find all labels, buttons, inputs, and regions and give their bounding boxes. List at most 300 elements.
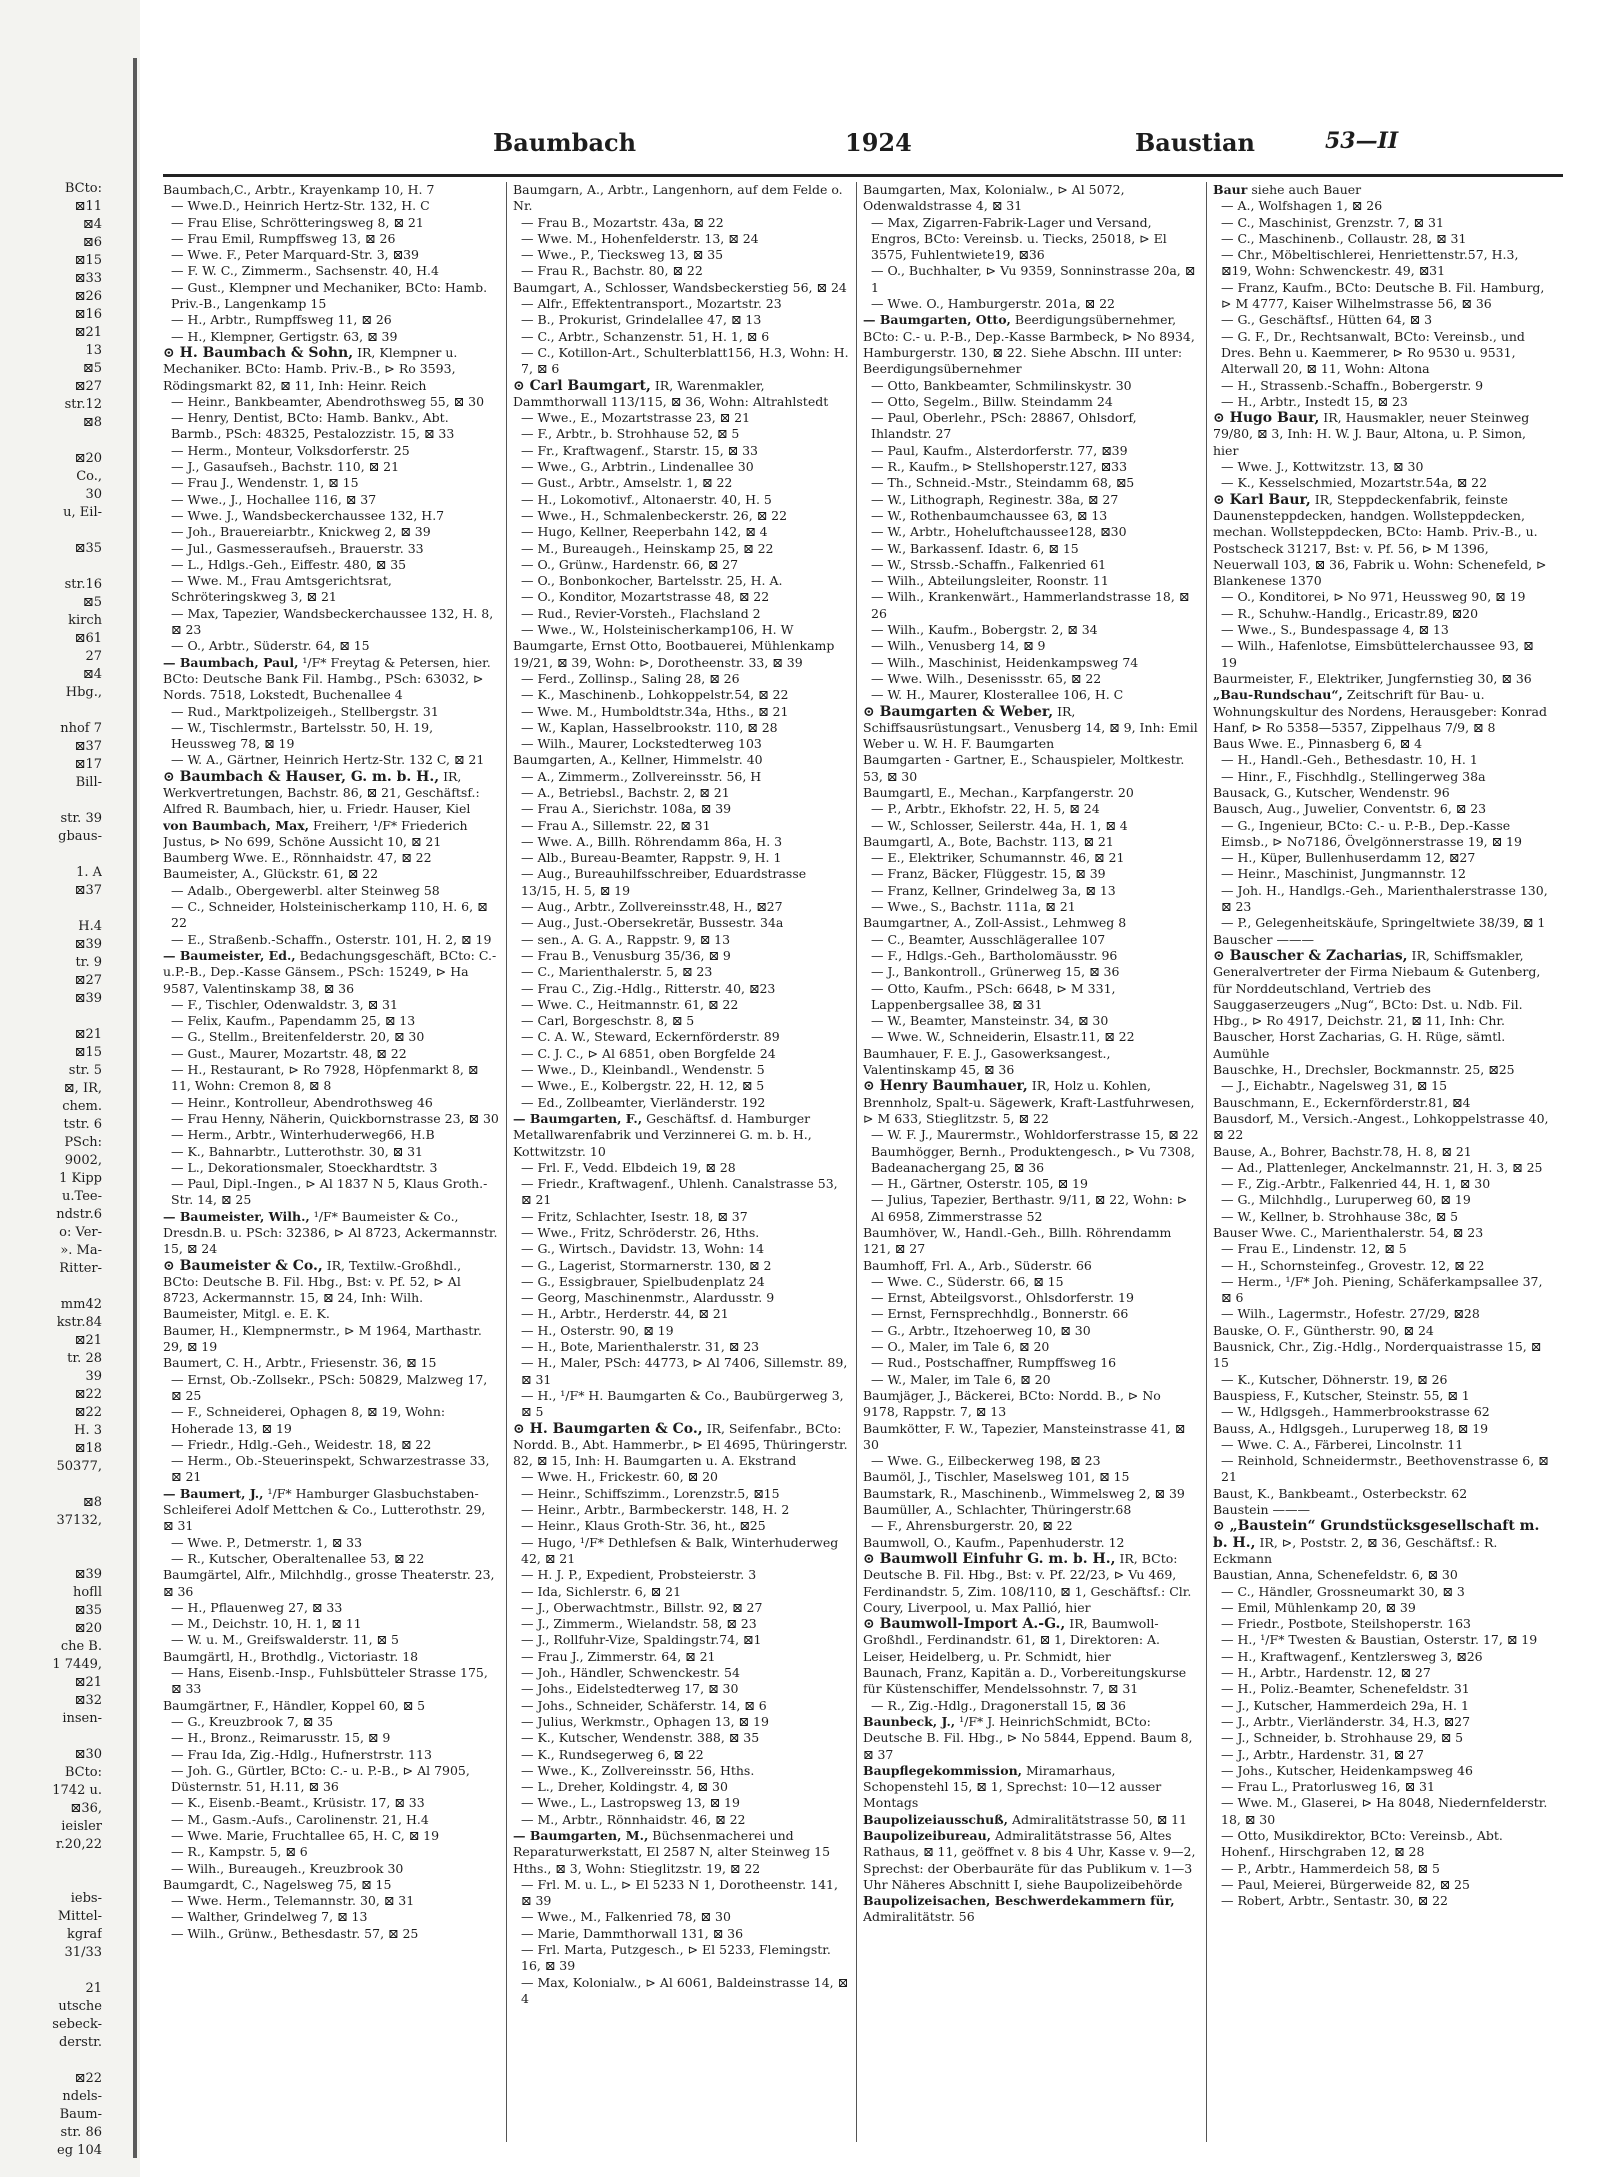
directory-entry xyxy=(863,638,1199,654)
entry-text: — Wwe. H., Frickestr. 60, ⊠ 20 xyxy=(521,1469,718,1485)
entry-name: Baupolizeisachen, Beschwerdekammern für, xyxy=(863,1893,1175,1909)
directory-entry xyxy=(513,247,849,263)
entry-text: — G., Geschäftsf., Hütten 64, ⊠ 3 xyxy=(1221,312,1433,328)
directory-entry xyxy=(163,1812,499,1828)
entry-text: Bauske, O. F., Güntherstr. 90, ⊠ 24 xyxy=(1213,1322,1434,1338)
entry-text: — Wwe. M., Hohenfelderstr. 13, ⊠ 24 xyxy=(521,230,759,246)
firm-entry xyxy=(863,1551,1199,1616)
directory-entry xyxy=(1213,1649,1549,1665)
gutter-fragment xyxy=(2,1530,102,1548)
entry-text: — W., Hdlgsgeh., Hammerbrookstrasse 62 xyxy=(1221,1404,1490,1420)
entry-text: — Frau A., Sierichstr. 108a, ⊠ 39 xyxy=(521,801,732,817)
directory-entry xyxy=(163,1437,499,1453)
entry-text: — Wwe. Marie, Fruchtallee 65, H. C, ⊠ 19 xyxy=(171,1827,440,1843)
gutter-fragment: che B. xyxy=(60,1639,102,1654)
entry-text: Baustian, Anna, Schenefeldstr. 6, ⊠ 30 xyxy=(1213,1567,1458,1583)
directory-entry xyxy=(1213,606,1549,622)
gutter-fragment xyxy=(2,1854,102,1872)
directory-entry xyxy=(163,1046,499,1062)
directory-entry xyxy=(163,1095,499,1111)
gutter-fragment xyxy=(2,900,102,918)
directory-entry xyxy=(163,638,499,654)
gutter-fragment: H. 3 xyxy=(74,1423,102,1438)
directory-entry xyxy=(863,801,1199,817)
directory-entry xyxy=(1213,638,1549,671)
directory-entry xyxy=(163,394,499,410)
directory-entry xyxy=(163,1632,499,1648)
directory-entry xyxy=(163,329,499,345)
directory-entry xyxy=(863,899,1199,915)
directory-entry xyxy=(163,263,499,279)
entry-text: — B., Prokurist, Grindelallee 47, ⊠ 13 xyxy=(521,312,762,328)
entry-text: — Wwe. G., Eilbeckerweg 198, ⊠ 23 xyxy=(871,1453,1101,1469)
gutter-fragment: ⊠4 xyxy=(82,667,102,682)
entry-text: — Aug., Bureauhilfsschreiber, Eduardstrasse 13/15, H. 5, ⊠ 19 xyxy=(521,866,807,898)
entry-text: — Hinr., F., Fischhdlg., Stellingerweg 38a xyxy=(1221,768,1486,784)
directory-entry xyxy=(513,524,849,540)
entry-text: — Paul, Oberlehr., PSch: 28867, Ohlsdorf, Ihlandstr. 27 xyxy=(871,410,1137,442)
directory-entry xyxy=(163,655,499,704)
directory-entry xyxy=(163,850,499,866)
entry-text: Baumgärtl, H., Brothdlg., Victoriastr. 18 xyxy=(163,1648,419,1664)
entry-text: — W., Rothenbaumchaussee 63, ⊠ 13 xyxy=(871,507,1108,523)
entry-text: Baumkötter, F. W., Tapezier, Mansteinstrasse 41, ⊠ 30 xyxy=(863,1420,1186,1452)
gutter-fragment: ieisler xyxy=(61,1819,102,1834)
gutter-fragment xyxy=(2,1872,102,1890)
entry-text: — H., Restaurant, ⊳ Ro 7928, Höpfenmarkt 8, ⊠ 11, Wohn: Cremon 8, ⊠ 8 xyxy=(171,1062,479,1094)
gutter-fragment: ⊠36, xyxy=(70,1801,102,1816)
directory-entry xyxy=(863,1127,1199,1143)
directory-entry xyxy=(513,704,849,720)
directory-entry xyxy=(1213,1274,1549,1307)
directory-entry xyxy=(1213,866,1549,882)
directory-entry xyxy=(1213,915,1549,931)
firm-entry xyxy=(863,1616,1199,1665)
entry-text: — L., Hdlgs.-Geh., Eiffestr. 480, ⊠ 35 xyxy=(171,556,407,572)
gutter-fragment: BCto: xyxy=(64,181,102,196)
directory-entry xyxy=(863,312,1199,377)
entry-text: — Aug., Just.-Obersekretär, Bussestr. 34a xyxy=(521,915,784,931)
entry-name: ⊙ Bauscher & Zacharias, xyxy=(1213,947,1408,964)
entry-text: — Otto, Musikdirektor, BCto: Vereinsb., Abt. Hohenf., Hirschgraben 12, ⊠ 28 xyxy=(1221,1827,1503,1860)
directory-entry xyxy=(513,785,849,801)
directory-entry xyxy=(1213,1893,1549,1909)
entry-text: Bauss, A., Hdlgsgeh., Luruperweg 18, ⊠ 19 xyxy=(1213,1420,1489,1436)
entry-text: — Wwe., K., Zollvereinsstr. 56, Hths. xyxy=(521,1762,755,1778)
directory-entry xyxy=(513,459,849,475)
gutter-fragment: utsche xyxy=(58,1999,102,2014)
directory-entry xyxy=(513,1518,849,1534)
directory-entry xyxy=(1213,1388,1549,1404)
entry-text: — H., Osterstr. 90, ⊠ 19 xyxy=(521,1322,674,1338)
entry-name: Baupolizeiausschuß, xyxy=(863,1811,1009,1827)
directory-entry xyxy=(163,1795,499,1811)
directory-entry xyxy=(1213,736,1549,752)
entry-text: — Joh. H., Handlgs.-Geh., Marienthalerstrasse 130, ⊠ 23 xyxy=(1221,882,1548,915)
entry-text: — H., Arbtr., Hardenstr. 12, ⊠ 27 xyxy=(1221,1665,1431,1681)
directory-entry xyxy=(1213,1404,1549,1420)
gutter-fragment: kirch xyxy=(68,613,102,628)
entry-name: — Baumert, J., xyxy=(163,1485,264,1501)
directory-entry xyxy=(863,850,1199,866)
directory-entry xyxy=(1213,801,1549,817)
entry-text: — Fr., Kraftwagenf., Starstr. 15, ⊠ 33 xyxy=(521,442,758,458)
directory-entry xyxy=(863,687,1199,703)
directory-entry xyxy=(513,769,849,785)
directory-entry xyxy=(513,1975,849,2008)
directory-entry xyxy=(863,1388,1199,1421)
entry-text: — H., Arbtr., Herderstr. 44, ⊠ 21 xyxy=(521,1306,729,1322)
entry-text: — Joh. G., Gürtler, BCto: C.- u. P.-B., ⊳ Al 7905, Düsternstr. 51, H.11, ⊠ 36 xyxy=(171,1762,470,1795)
entry-text: Baumhöver, W., Handl.-Geh., Billh. Röhrendamm 121, ⊠ 27 xyxy=(863,1225,1172,1257)
entry-text: — Wilh., Hafenlotse, Eimsbüttelerchaussee 93, ⊠ 19 xyxy=(1221,638,1534,670)
gutter-fragment xyxy=(2,846,102,864)
entry-text: Baumhoff, Frl. A., Arb., Süderstr. 66 xyxy=(863,1257,1092,1273)
directory-entry xyxy=(513,1160,849,1176)
entry-name: — Baumgarten, F., xyxy=(513,1110,643,1126)
directory-entry xyxy=(163,492,499,508)
entry-text: — Max, Kolonialw., ⊳ Al 6061, Baldeinstrasse 14, ⊠ 4 xyxy=(521,1974,849,2006)
entry-text: Admiralitätstr. 56 xyxy=(863,1909,975,1925)
directory-entry xyxy=(863,1046,1199,1079)
directory-entry xyxy=(513,997,849,1013)
entry-text: Bausdorf, M., Versich.-Angest., Lohkoppelstrasse 40, ⊠ 22 xyxy=(1213,1110,1549,1143)
entry-text: — Paul, Dipl.-Ingen., ⊳ Al 1837 N 5, Klaus Groth.-Str. 14, ⊠ 25 xyxy=(171,1176,488,1208)
entry-text: — Wwe. O., Hamburgerstr. 201a, ⊠ 22 xyxy=(871,296,1116,312)
directory-entry xyxy=(513,1714,849,1730)
gutter-fragment: str. 86 xyxy=(60,2125,102,2140)
gutter-fragment: Co., xyxy=(76,469,102,484)
entry-text: — G., Ingenieur, BCto: C.- u. P.-B., Dep.-Kasse Eimsb., ⊳ No7186, Övelgönnerstrasse 19, ⊠ 19 xyxy=(1221,817,1522,849)
entry-text: — Th., Schneid.-Mstr., Steindamm 68, ⊠5 xyxy=(871,475,1135,491)
gutter-fragment: derstr. xyxy=(58,2035,102,2050)
directory-entry xyxy=(163,606,499,639)
directory-entry xyxy=(513,231,849,247)
directory-entry xyxy=(513,818,849,834)
gutter-fragment: 1 Kipp xyxy=(59,1171,102,1186)
directory-entry xyxy=(1213,1095,1549,1111)
entry-text: Bausnick, Chr., Zig.-Hdlg., Norderquaistrasse 15, ⊠ 15 xyxy=(1213,1339,1542,1371)
gutter-fragment: ⊠37 xyxy=(74,883,102,898)
gutter-fragment: Hbg., xyxy=(65,685,102,700)
entry-text: — H. J. P., Expedient, Probsteierstr. 3 xyxy=(521,1567,757,1583)
directory-entry xyxy=(513,638,849,671)
entry-text: — W. A., Gärtner, Heinrich Hertz-Str. 132 C, ⊠ 21 xyxy=(171,752,485,768)
directory-entry xyxy=(863,883,1199,899)
entry-text: — Johs., Kutscher, Heidenkampsweg 46 xyxy=(1221,1762,1473,1778)
directory-entry xyxy=(163,1698,499,1714)
gutter-fragment: ⊠11 xyxy=(74,199,102,214)
directory-entry xyxy=(513,329,849,345)
directory-entry xyxy=(163,997,499,1013)
entry-text: IR, Schiffsmakler, Generalvertreter der Firma Niebaum & Gutenberg, für Norddeutschland, Vertrieb des Sauggaserzeugers „Nug“, BCto: Dst. u. Ndb. Fil. Hbg., ⊳ Ro 4917, Deichstr. 21, ⊠ 11, Inh: Chr. Bauscher, Horst Zacharias, G. H. Rüge, sämtl. Aumühle xyxy=(1213,947,1541,1061)
entry-name: ⊙ Henry Baumhauer, xyxy=(863,1078,1028,1095)
entry-text: — Otto, Bankbeamter, Schmilinskystr. 30 xyxy=(871,377,1132,393)
entry-text: — P., Gelegenheitskäufe, Springeltwiete 38/39, ⊠ 1 xyxy=(1221,915,1546,931)
directory-entry xyxy=(1213,752,1549,768)
directory-entry xyxy=(163,704,499,720)
gutter-fold-line xyxy=(133,58,137,2158)
entry-text: — Wilh., Grünw., Bethesdastr. 57, ⊠ 25 xyxy=(171,1925,419,1941)
directory-entry xyxy=(513,720,849,736)
entry-text: — Georg, Maschinenmstr., Alardusstr. 9 xyxy=(521,1290,775,1306)
directory-entry xyxy=(863,1355,1199,1371)
entry-text: — Frau Henny, Näherin, Quickbornstrasse 23, ⊠ 30 xyxy=(171,1110,499,1126)
entry-text: — Ernst, Abteilgsvorst., Ohlsdorferstr. 19 xyxy=(871,1290,1134,1306)
entry-text: — Frl. Marta, Putzgesch., ⊳ El 5233, Flemingstr. 16, ⊠ 39 xyxy=(521,1942,831,1974)
entry-text: Baumberg Wwe. E., Rönnhaidstr. 47, ⊠ 22 xyxy=(163,850,432,866)
entry-text: — Wwe. A., Billh. Röhrendamm 86a, H. 3 xyxy=(521,833,783,849)
entry-text: — K., Maschinenb., Lohkoppelstr.54, ⊠ 22 xyxy=(521,687,789,703)
entry-text: — J., Arbtr., Vierländerstr. 34, H.3, ⊠27 xyxy=(1221,1713,1471,1729)
entry-text: — Wwe. W., Schneiderin, Elsastr.11, ⊠ 22 xyxy=(871,1029,1135,1045)
entry-text: — Wwe. F., Peter Marquard-Str. 3, ⊠39 xyxy=(171,247,419,263)
entry-text: — Heinr., Maschinist, Jungmannstr. 12 xyxy=(1221,866,1466,882)
directory-entry xyxy=(863,622,1199,638)
entry-text: — Wilh., Abteilungsleiter, Roonstr. 11 xyxy=(871,573,1109,589)
entry-text: — O., Bonbonkocher, Bartelsstr. 25, H. A. xyxy=(521,573,783,589)
gutter-fragment: ⊠27 xyxy=(74,379,102,394)
directory-entry xyxy=(163,866,499,882)
directory-entry xyxy=(863,1029,1199,1045)
entry-text: — J., Bankontroll., Grünerweg 15, ⊠ 36 xyxy=(871,964,1120,980)
entry-text: — Ed., Zollbeamter, Vierländerstr. 192 xyxy=(521,1094,766,1110)
directory-entry xyxy=(863,394,1199,410)
entry-text: Büchsenmacherei und Reparaturwerkstatt, El 2587 N, alter Steinweg 15 Hths., ⊠ 3, Wohn: Stieglitzstr. 19, ⊠ 22 xyxy=(513,1827,831,1876)
directory-entry xyxy=(863,1486,1199,1502)
entry-text: — O., Arbtr., Süderstr. 64, ⊠ 15 xyxy=(171,638,370,654)
directory-entry xyxy=(513,915,849,931)
directory-entry xyxy=(513,1241,849,1257)
directory-page xyxy=(155,0,1565,2177)
directory-entry xyxy=(513,1486,849,1502)
entry-name: — Baumbach, Paul, xyxy=(163,654,299,670)
directory-entry xyxy=(513,1584,849,1600)
directory-entry xyxy=(863,932,1199,948)
directory-entry xyxy=(863,1258,1199,1274)
directory-entry xyxy=(163,1209,499,1258)
entry-name: ⊙ H. Baumgarten & Co., xyxy=(513,1420,703,1437)
entry-text: — K., Bahnarbtr., Lutterothstr. 30, ⊠ 31 xyxy=(171,1143,424,1159)
gutter-fragment xyxy=(2,1728,102,1746)
directory-entry xyxy=(163,1323,499,1356)
directory-entry xyxy=(1213,394,1549,410)
directory-entry xyxy=(163,231,499,247)
entry-text: — Wwe. M., Humboldtstr.34a, Hths., ⊠ 21 xyxy=(521,703,789,719)
entry-text: IR, Textilw.-Großhdl., BCto: Deutsche B. Fil. Hbg., Bst: v. Pf. 52, ⊳ Al 8723, Ackermannstr. 15, ⊠ 24, Inh: Wilh. Baumeister, Mitgl. e. E. K. xyxy=(163,1257,462,1322)
entry-text: — K., Kutscher, Döhnerstr. 19, ⊠ 26 xyxy=(1221,1371,1448,1387)
entry-text: Freiherr, ¹/F* Friederich Justus, ⊳ No 699, Schöne Aussicht 10, ⊠ 21 xyxy=(163,817,468,849)
entry-text: — Fritz, Schlachter, Isestr. 18, ⊠ 37 xyxy=(521,1208,748,1224)
entry-text: — Aug., Arbtr., Zollvereinsstr.48, H., ⊠27 xyxy=(521,899,783,915)
entry-text: — W., Strssb.-Schaffn., Falkenried 61 xyxy=(871,556,1107,572)
entry-name: ⊙ Karl Baur, xyxy=(1213,491,1311,508)
entry-text: — L., Dreher, Koldingstr. 4, ⊠ 30 xyxy=(521,1779,728,1795)
directory-entry xyxy=(863,1339,1199,1355)
entry-text: Baumgarten, Max, Kolonialw., ⊳ Al 5072, Odenwaldstrasse 4, ⊠ 31 xyxy=(863,182,1125,214)
directory-entry xyxy=(513,1747,849,1763)
entry-text: — F., Hdlgs.-Geh., Bartholomäusstr. 96 xyxy=(871,947,1118,963)
directory-entry xyxy=(513,508,849,524)
directory-entry xyxy=(513,1339,849,1355)
entry-text: — Wwe. C. A., Färberei, Lincolnstr. 11 xyxy=(1221,1436,1464,1452)
entry-text: — G., Lagerist, Stormarnerstr. 130, ⊠ 2 xyxy=(521,1257,772,1273)
directory-entry xyxy=(1213,1453,1549,1486)
entry-text: IR, Warenmakler, Dammthorwall 113/115, ⊠ 36, Wohn: Altrahlstedt xyxy=(513,377,829,409)
entry-text: Baumjäger, J., Bäckerei, BCto: Nordd. B., ⊳ No 9178, Rappstr. 7, ⊠ 13 xyxy=(863,1387,1161,1420)
directory-entry xyxy=(1213,1698,1549,1714)
directory-entry xyxy=(513,1355,849,1388)
entry-text: Baumgart, A., Schlosser, Wandsbeckerstieg 56, ⊠ 24 xyxy=(513,279,847,295)
directory-entry xyxy=(513,899,849,915)
entry-text: — Chr., Möbeltischlerei, Henriettenstr.57, H.3, ⊠19, Wohn: Schwenckestr. 49, ⊠31 xyxy=(1221,247,1519,279)
entry-text: — Frau J., Wendenstr. 1, ⊠ 15 xyxy=(171,475,359,491)
firm-entry xyxy=(163,345,499,394)
gutter-fragment: insen- xyxy=(62,1711,102,1726)
directory-entry xyxy=(1213,1763,1549,1779)
entry-name: Baunbeck, J., xyxy=(863,1713,956,1729)
entry-text: — P., Arbtr., Ekhofstr. 22, H. 5, ⊠ 24 xyxy=(871,801,1100,817)
entry-text: — A., Zimmerm., Zollvereinsstr. 56, H xyxy=(521,768,762,784)
directory-entry xyxy=(863,655,1199,671)
entry-text: — J., Gasaufseh., Bachstr. 110, ⊠ 21 xyxy=(171,459,400,475)
directory-entry xyxy=(513,1795,849,1811)
entry-text: — Max, Tapezier, Wandsbeckerchaussee 132, H. 8, ⊠ 23 xyxy=(171,605,494,638)
directory-entry xyxy=(1213,280,1549,313)
gutter-fragment: str. 39 xyxy=(60,811,102,826)
directory-entry xyxy=(1213,1616,1549,1632)
entry-text: — H., Bote, Marienthalerstr. 31, ⊠ 23 xyxy=(521,1339,760,1355)
directory-entry xyxy=(163,1828,499,1844)
directory-entry xyxy=(513,1877,849,1910)
entry-text: — Hans, Eisenb.-Insp., Fuhlsbütteler Strasse 175, ⊠ 33 xyxy=(171,1665,488,1697)
entry-text: — Frau Emil, Rumpffsweg 13, ⊠ 26 xyxy=(171,230,396,246)
entry-text: — Jul., Gasmesseraufseh., Brauerstr. 33 xyxy=(171,540,424,556)
directory-entry xyxy=(163,198,499,214)
firm-entry xyxy=(1213,1518,1549,1567)
directory-entry xyxy=(163,883,499,899)
entry-text: — H., Pflauenweg 27, ⊠ 33 xyxy=(171,1599,343,1615)
gutter-fragment: ⊠18 xyxy=(74,1441,102,1456)
directory-entry xyxy=(163,1486,499,1535)
entry-text: Baunach, Franz, Kapitän a. D., Vorbereitungskurse für Küstenschiffer, Mendelssohnstr. 7, ⊠ 31 xyxy=(863,1665,1187,1697)
gutter-fragment: ». Ma- xyxy=(60,1243,102,1258)
directory-entry xyxy=(863,1372,1199,1388)
gutter-fragment xyxy=(2,702,102,720)
entry-text: — K., Rundsegerweg 6, ⊠ 22 xyxy=(521,1746,704,1762)
gutter-fragment: ⊠22 xyxy=(74,1387,102,1402)
directory-entry xyxy=(863,915,1199,931)
gutter-fragment: r.20,22 xyxy=(55,1837,102,1852)
directory-entry xyxy=(163,720,499,753)
entry-text: — Gust., Maurer, Mozartstr. 48, ⊠ 22 xyxy=(171,1045,407,1061)
directory-entry xyxy=(1213,932,1549,948)
entry-text: Baumgartner, A., Zoll-Assist., Lehmweg 8 xyxy=(863,915,1127,931)
gutter-fragment: ⊠15 xyxy=(74,253,102,268)
directory-entry xyxy=(1213,1828,1549,1861)
directory-entry xyxy=(513,1942,849,1975)
directory-entry xyxy=(1213,1486,1549,1502)
directory-entry xyxy=(163,475,499,491)
directory-entry xyxy=(1213,1567,1549,1583)
entry-columns xyxy=(163,182,1563,2142)
gutter-fragment: 1 7449, xyxy=(52,1657,102,1672)
gutter-fragment: ⊠5 xyxy=(82,361,102,376)
entry-text: Baumgarn, A., Arbtr., Langenhorn, auf dem Felde o. Nr. xyxy=(513,182,843,214)
entry-text: Bause, A., Bohrer, Bachstr.78, H. 8, ⊠ 21 xyxy=(1213,1143,1472,1159)
entry-text: — F., Ahrensburgerstr. 20, ⊠ 22 xyxy=(871,1518,1073,1534)
entry-name: ⊙ Baumwoll Einfuhr G. m. b. H., xyxy=(863,1550,1116,1567)
entry-text: — W., Kellner, b. Strohhause 38c, ⊠ 5 xyxy=(1221,1208,1459,1224)
entry-text: — Rud., Revier-Vorsteh., Flachsland 2 xyxy=(521,605,761,621)
entry-text: Baumeister, A., Glückstr. 61, ⊠ 22 xyxy=(163,866,379,882)
entry-text: Bausack, G., Kutscher, Wendenstr. 96 xyxy=(1213,784,1450,800)
directory-entry xyxy=(163,1747,499,1763)
entry-text: — Wwe., W., Holsteinischerkamp106, H. W xyxy=(521,622,794,638)
entry-text: — W., Kaplan, Hasselbrookstr. 110, ⊠ 28 xyxy=(521,719,778,735)
directory-entry xyxy=(863,1714,1199,1763)
directory-entry xyxy=(863,263,1199,296)
directory-entry xyxy=(513,1730,849,1746)
entry-text: — Paul, Meierei, Bürgerweide 82, ⊠ 25 xyxy=(1221,1876,1470,1892)
entry-text: — Hugo, ¹/F* Dethlefsen & Balk, Winterhuderweg 42, ⊠ 21 xyxy=(521,1534,839,1566)
entry-text: — C., Schneider, Holsteinischerkamp 110, H. 6, ⊠ 22 xyxy=(171,899,488,931)
gutter-fragment: ⊠39 xyxy=(74,937,102,952)
directory-entry xyxy=(1213,1339,1549,1372)
directory-entry xyxy=(863,508,1199,524)
directory-entry xyxy=(513,280,849,296)
gutter-fragment: hofll xyxy=(72,1585,102,1600)
entry-text: — J., Oberwachtmstr., Billstr. 92, ⊠ 27 xyxy=(521,1599,763,1615)
directory-entry xyxy=(163,1062,499,1095)
directory-entry xyxy=(163,1551,499,1567)
entry-text: — Wilh., Bureaugeh., Kreuzbrook 30 xyxy=(171,1860,404,1876)
gutter-fragment: ⊠16 xyxy=(74,307,102,322)
gutter-fragment: 37132, xyxy=(56,1513,102,1528)
directory-entry xyxy=(513,606,849,622)
gutter-fragment: ⊠37 xyxy=(74,739,102,754)
directory-entry xyxy=(863,541,1199,557)
gutter-fragment xyxy=(2,792,102,810)
entry-text: — H., Klempner, Gertigstr. 63, ⊠ 39 xyxy=(171,328,398,344)
entry-text: — Herm., ¹/F* Joh. Piening, Schäferkampsallee 37, ⊠ 6 xyxy=(1221,1273,1543,1306)
directory-entry xyxy=(863,573,1199,589)
entry-text: — R., Kaufm., ⊳ Stellshoperstr.127, ⊠33 xyxy=(871,459,1128,475)
entry-text: IR, BCto: Deutsche B. Fil. Hbg., Bst: v. Pf. 22/23, ⊳ Vu 469, Ferdinandstr. 5, Zim. 108/110, ⊠ 1, Geschäftsf.: Clr. Coury, Liverpool, u. Max Pallió, hier xyxy=(863,1550,1192,1615)
entry-text: — F. W. C., Zimmerm., Sachsenstr. 40, H.4 xyxy=(171,263,439,279)
entry-text: — J., Kutscher, Hammerdeich 29a, H. 1 xyxy=(1221,1697,1469,1713)
directory-entry xyxy=(513,410,849,426)
entry-text: — Frau C., Zig.-Hdlg., Ritterstr. 40, ⊠23 xyxy=(521,980,776,996)
entry-text: Baumöl, J., Tischler, Maselsweg 101, ⊠ 15 xyxy=(863,1469,1130,1485)
column-2 xyxy=(513,182,849,2142)
entry-text: — Gust., Klempner und Mechaniker, BCto: Hamb. Priv.-B., Langenkamp 15 xyxy=(171,279,488,312)
directory-entry xyxy=(863,1812,1199,1828)
directory-entry xyxy=(863,1176,1199,1192)
directory-entry xyxy=(163,1372,499,1405)
entry-text: — O., Buchhalter, ⊳ Vu 9359, Sonninstrasse 20a, ⊠ 1 xyxy=(871,263,1196,295)
entry-text: — Wwe. J., Kottwitzstr. 13, ⊠ 30 xyxy=(1221,459,1424,475)
gutter-fragment: ⊠5 xyxy=(82,595,102,610)
directory-entry xyxy=(513,981,849,997)
entry-text: Baumhauer, F. E. J., Gasowerksangest., Valentinskamp 45, ⊠ 36 xyxy=(863,1045,1111,1078)
entry-text: Baust, K., Bankbeamt., Osterbeckstr. 62 xyxy=(1213,1485,1468,1501)
entry-text: — C., Marienthalerstr. 5, ⊠ 23 xyxy=(521,964,713,980)
page-number: 53—II xyxy=(1325,128,1399,154)
directory-entry xyxy=(163,1730,499,1746)
directory-entry xyxy=(513,850,849,866)
entry-text: — Gust., Arbtr., Amselstr. 1, ⊠ 22 xyxy=(521,475,733,491)
